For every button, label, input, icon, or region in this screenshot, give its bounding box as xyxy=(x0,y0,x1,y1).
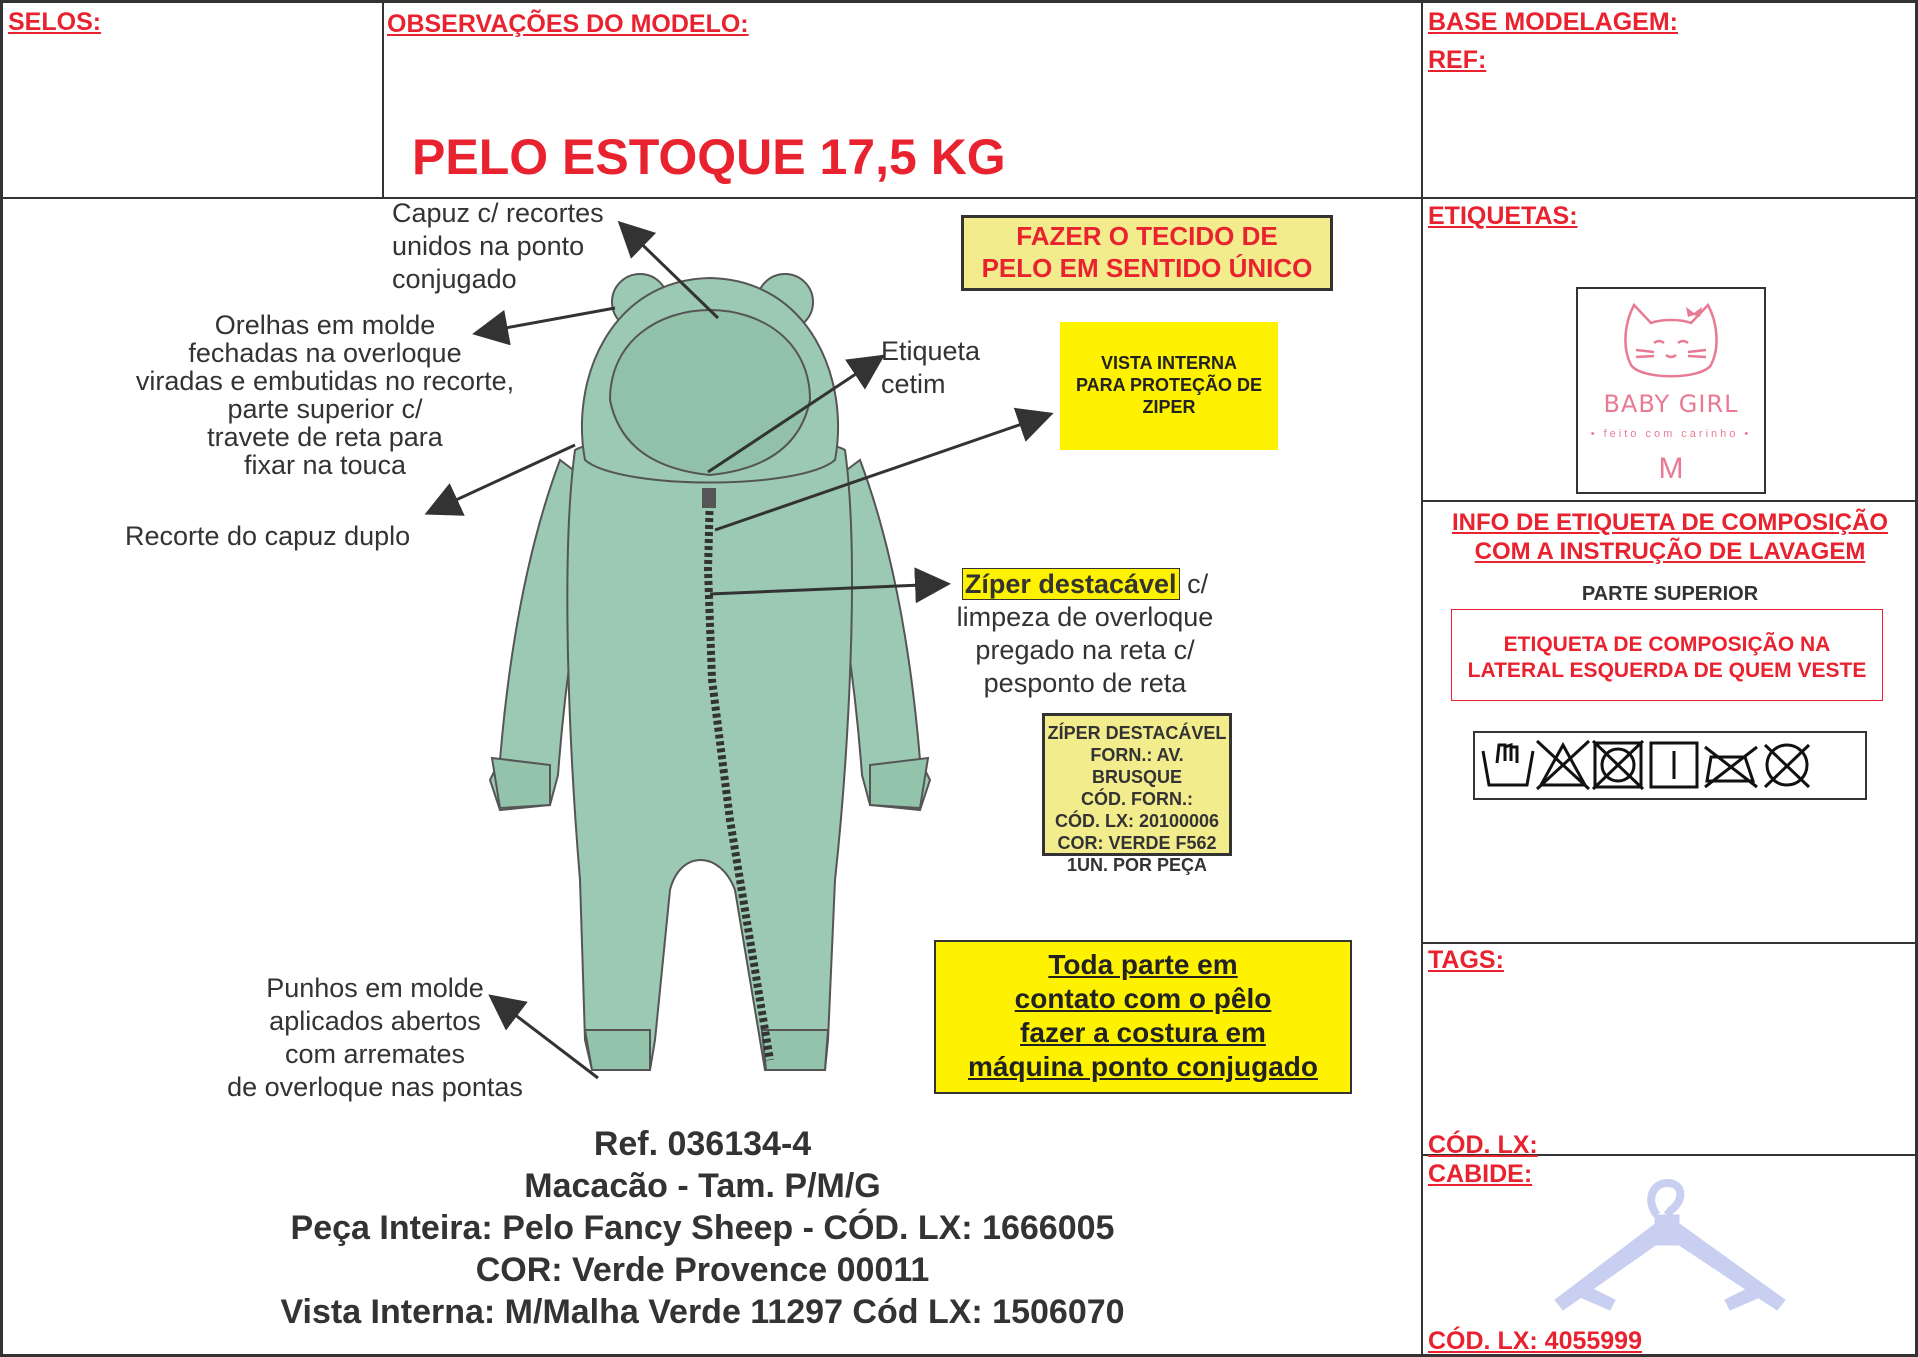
bottom-vista: Vista Interna: M/Malha Verde 11297 Cód LX: 1506070 xyxy=(280,1293,1125,1331)
etiquetas-heading: ETIQUETAS: xyxy=(1428,202,1578,230)
note-orelhas: Orelhas em molde fechadas na overloque viradas e embutidas no recorte, parte superior c/ travete de reta para fixar na touca xyxy=(135,310,515,480)
line-dry-icon xyxy=(1651,743,1697,787)
note-ziper: Zíper destacável c/ limpeza de overloque pregado na reta c/ pesponto de reta xyxy=(956,569,1214,698)
no-tumble-dry-icon xyxy=(1593,741,1643,789)
care-symbols-strip xyxy=(1473,731,1867,800)
selos-heading: SELOS: xyxy=(8,8,102,36)
note-punhos: Punhos em molde aplicados abertos com arremates de overloque nas pontas xyxy=(227,973,523,1102)
composicao-parte: PARTE SUPERIOR xyxy=(1581,583,1759,605)
cabide-cod-lx: CÓD. LX: 4055999 xyxy=(1428,1327,1642,1355)
cabide-heading: CABIDE: xyxy=(1428,1160,1533,1188)
label-size: M xyxy=(1658,452,1684,485)
label-preview xyxy=(1576,287,1766,494)
composicao-etiqueta-box: ETIQUETA DE COMPOSIÇÃO NA LATERAL ESQUERDA DE QUEM VESTE xyxy=(1451,609,1883,701)
bottom-peca: Peça Inteira: Pelo Fancy Sheep - CÓD. LX: 1666005 xyxy=(290,1209,1115,1247)
no-iron-icon xyxy=(1705,747,1757,787)
observacoes-heading: OBSERVAÇÕES DO MODELO: xyxy=(387,10,749,38)
tags-heading: TAGS: xyxy=(1428,946,1504,974)
note-capuz: Capuz c/ recortes unidos na ponto conjugado xyxy=(392,198,604,294)
no-bleach-icon xyxy=(1537,741,1589,789)
hanger-icon xyxy=(1545,1175,1795,1320)
no-dry-clean-icon xyxy=(1765,745,1809,787)
composicao-title: INFO DE ETIQUETA DE COMPOSIÇÃO COM A INSTRUÇÃO DE LAVAGEM xyxy=(1451,509,1889,565)
label-tagline: • feito com carinho • xyxy=(1590,428,1752,440)
hand-wash-icon xyxy=(1483,745,1533,785)
box-vista-interna: VISTA INTERNA PARA PROTEÇÃO DE ZIPER xyxy=(1060,322,1278,450)
note-recorte-capuz: Recorte do capuz duplo xyxy=(125,521,411,551)
bottom-cor: COR: Verde Provence 00011 xyxy=(475,1251,930,1289)
main-title: PELO ESTOQUE 17,5 KG xyxy=(412,129,1006,185)
box-toda-parte: Toda parte em contato com o pêlo fazer a costura em máquina ponto conjugado xyxy=(934,940,1352,1094)
bottom-produto: Macacão - Tam. P/M/G xyxy=(524,1167,881,1205)
note-etiqueta-cetim: Etiqueta cetim xyxy=(881,336,981,399)
base-modelagem-heading: BASE MODELAGEM: xyxy=(1428,8,1678,36)
cat-logo-icon xyxy=(1616,295,1726,385)
bottom-ref: Ref. 036134-4 xyxy=(593,1125,812,1163)
ref-heading: REF: xyxy=(1428,46,1487,74)
label-brand: BABY GIRL xyxy=(1603,390,1739,418)
tags-cod-lx: CÓD. LX: xyxy=(1428,1131,1538,1159)
ziper-highlight: Zíper destacável xyxy=(962,568,1180,600)
box-ziper-info: ZÍPER DESTACÁVEL FORN.: AV. BRUSQUE CÓD. FORN.: CÓD. LX: 20100006 COR: VERDE F562 1UN. POR PEÇA xyxy=(1042,713,1232,856)
box-tecido-sentido: FAZER O TECIDO DE PELO EM SENTIDO ÚNICO xyxy=(961,215,1333,291)
